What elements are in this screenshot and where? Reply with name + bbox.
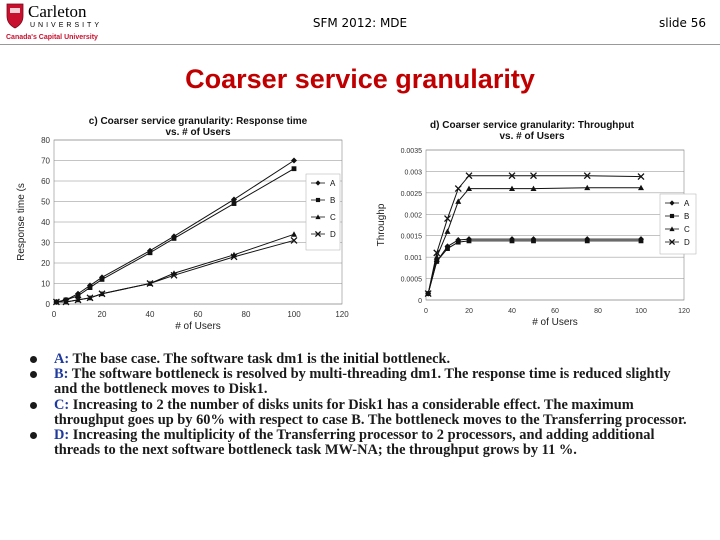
bullet-dot-icon — [30, 402, 37, 409]
legend-label: D — [330, 230, 336, 239]
bullet-dot-icon — [30, 371, 37, 378]
logo-name: Carleton — [28, 2, 87, 21]
y-axis-label: Response time (s — [16, 183, 27, 261]
x-tick-label: 120 — [678, 308, 690, 315]
legend — [660, 194, 696, 254]
x-axis-label: # of Users — [532, 317, 578, 328]
x-tick-label: 80 — [594, 308, 602, 315]
bullet-label: C: — [54, 396, 70, 413]
bullet-dot-icon — [30, 432, 37, 439]
course-name: SFM 2012: MDE — [312, 16, 408, 30]
bullet-text: Increasing to 2 the number of disks units for Disk1 has a considerable effect. The maximum throughput goes up by 60% with respect to case B. The bottleneck moves to the Transferring processor. — [54, 396, 687, 428]
x-tick-label: 0 — [424, 308, 428, 315]
y-tick-label: 0 — [418, 298, 422, 305]
y-tick-label: 40 — [41, 218, 50, 227]
y-tick-label: 30 — [41, 238, 50, 248]
x-tick-label: 40 — [145, 310, 155, 319]
x-tick-label: 60 — [551, 308, 559, 315]
logo-sub: UNIVERSITY — [30, 22, 103, 29]
legend — [306, 174, 340, 250]
bullet-label: B: — [54, 366, 69, 383]
legend-marker — [316, 198, 320, 202]
y-tick-label: 10 — [41, 279, 50, 289]
data-point — [531, 238, 536, 243]
data-point — [88, 285, 93, 290]
data-point — [467, 238, 472, 243]
chart-title: d) Coarser service granularity: Throughput vs. # of Users — [430, 120, 634, 142]
x-axis-label: # of Users — [175, 321, 221, 332]
data-point — [232, 201, 237, 206]
y-tick-label: 0.001 — [404, 255, 422, 263]
plot-area — [426, 150, 684, 300]
slide-title: Coarser service granularity — [185, 64, 535, 94]
x-tick-label: 80 — [241, 310, 251, 319]
data-point — [456, 240, 461, 245]
x-tick-label: 40 — [508, 308, 516, 315]
bullet-d — [28, 428, 693, 458]
data-point — [100, 277, 105, 282]
legend-label: A — [684, 199, 690, 208]
bullet-list — [28, 352, 693, 458]
bullet-a — [28, 352, 693, 367]
y-tick-label: 0.0015 — [400, 233, 422, 241]
y-tick-label: 0.0005 — [400, 276, 422, 284]
y-tick-label: 60 — [41, 177, 50, 186]
y-tick-label: 70 — [41, 156, 50, 166]
legend-label: D — [684, 238, 690, 247]
y-tick-label: 0.0025 — [400, 190, 422, 198]
data-point — [585, 238, 590, 243]
slide-number: slide 56 — [658, 16, 706, 30]
data-point — [639, 238, 644, 243]
bullet-dot-icon — [30, 356, 37, 363]
bullet-text: Increasing the multiplicity of the Transferring processor to 2 processors, and adding additional threads to the next software bottleneck task MW-NA; the throughput grows by 11 %. — [54, 427, 655, 459]
legend-label: A — [330, 179, 336, 188]
bullet-c — [28, 398, 693, 428]
throughput-chart — [372, 114, 702, 336]
data-point — [148, 250, 153, 255]
bullet-text: The base case. The software task dm1 is the initial bottleneck. — [69, 351, 451, 367]
bullet-b — [28, 367, 693, 397]
chart-title: c) Coarser service granularity: Response time vs. # of Users — [88, 116, 308, 138]
x-tick-label: 120 — [335, 310, 349, 319]
x-tick-label: 20 — [465, 308, 473, 315]
legend-label: C — [684, 225, 690, 234]
y-tick-label: 0.002 — [404, 212, 422, 220]
data-point — [292, 166, 297, 171]
x-tick-label: 20 — [97, 310, 107, 319]
y-tick-label: 50 — [41, 197, 50, 207]
y-tick-label: 0.0035 — [400, 148, 422, 155]
bullet-text: The software bottleneck is resolved by multi-threading dm1. The response time is reduced slightly and the bottleneck moves to Disk1. — [54, 366, 671, 398]
x-tick-label: 100 — [287, 310, 301, 319]
y-tick-label: 0 — [45, 300, 50, 309]
data-point — [445, 246, 450, 251]
legend-label: C — [330, 213, 336, 222]
data-point — [172, 236, 177, 241]
legend-label: B — [684, 212, 690, 221]
x-tick-label: 0 — [51, 310, 57, 319]
data-point — [510, 238, 515, 243]
response-time-chart — [14, 112, 366, 338]
y-tick-label: 20 — [41, 259, 50, 268]
y-tick-label: 0.003 — [404, 169, 422, 177]
logo-tagline: Canada's Capital University — [6, 34, 98, 41]
x-tick-label: 100 — [635, 308, 647, 315]
bullet-label: A: — [54, 351, 70, 367]
legend-label: B — [330, 196, 336, 205]
y-axis-label: Throughp — [376, 203, 387, 247]
y-tick-label: 80 — [41, 136, 50, 145]
header-divider — [0, 44, 720, 45]
x-tick-label: 60 — [193, 310, 203, 319]
bullet-label: D: — [54, 427, 70, 444]
legend-marker — [670, 214, 674, 218]
